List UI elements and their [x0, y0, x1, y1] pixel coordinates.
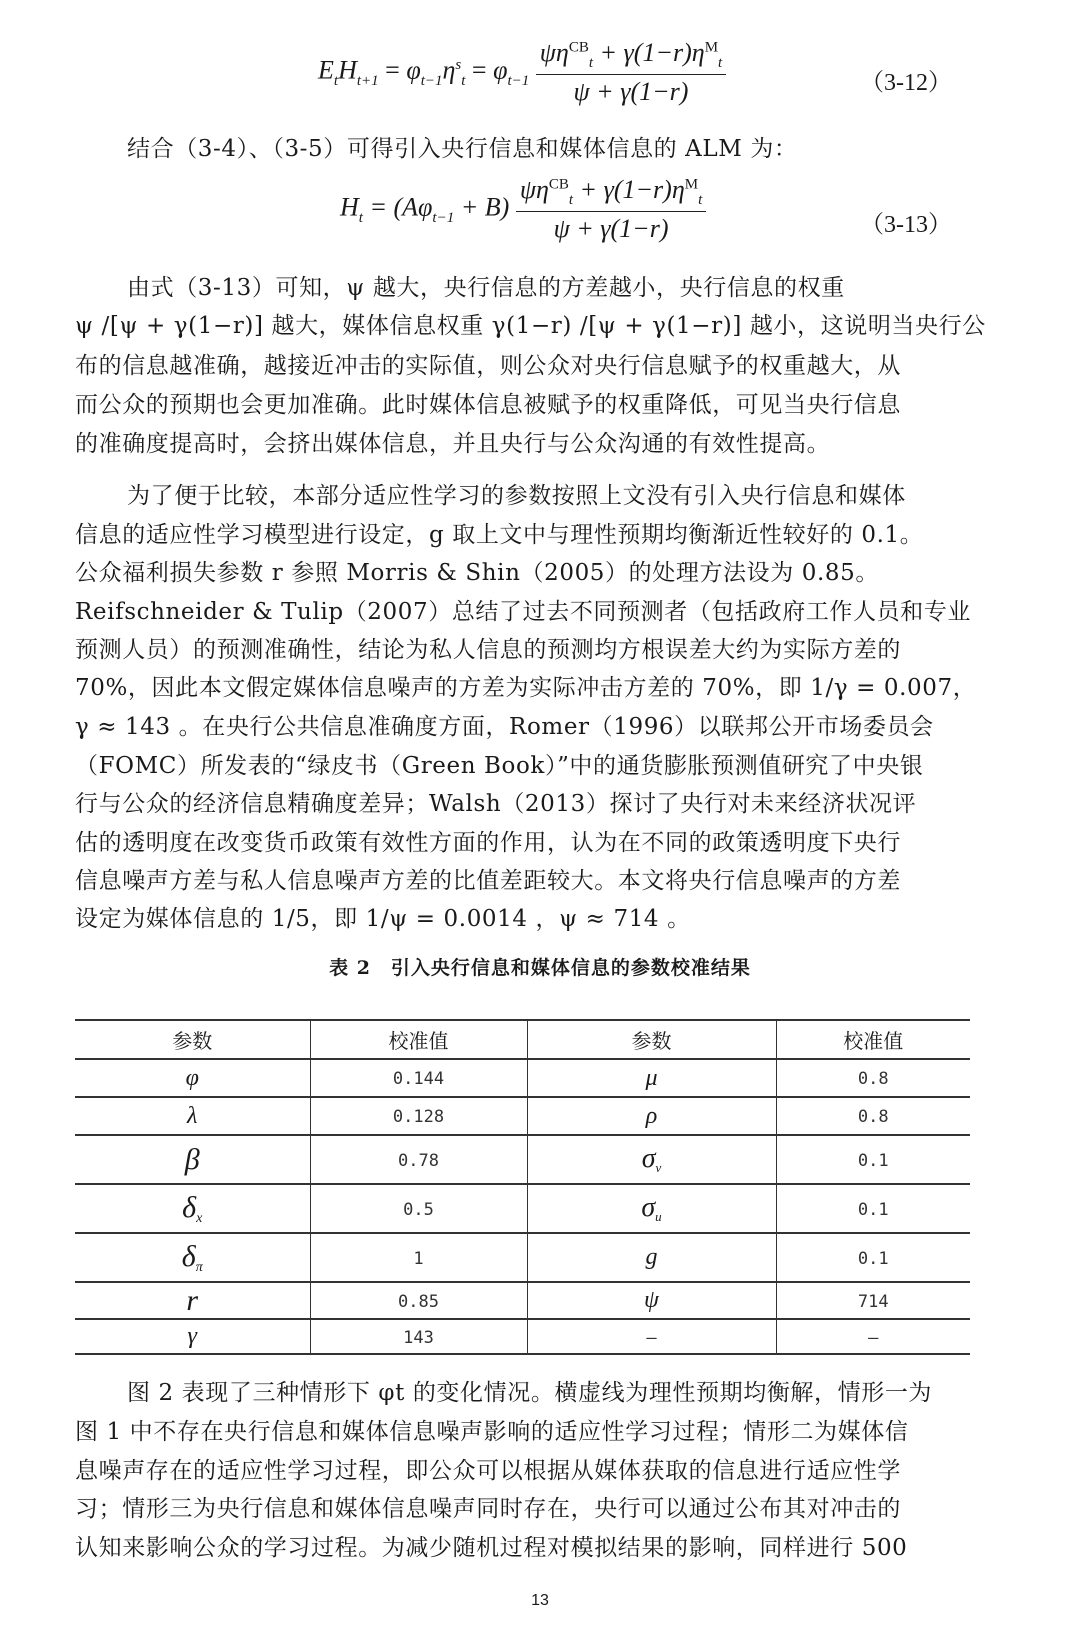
param-symbol: — [646, 1327, 657, 1348]
paragraph-line: 预测人员）的预测准确性，结论为私人信息的预测均方根误差大约为实际方差的 [75, 637, 901, 663]
table-row [75, 1319, 970, 1354]
param-value: 143 [403, 1327, 434, 1348]
eq-superscript: s [455, 56, 462, 73]
eq-symbol: E [318, 55, 334, 85]
param-subscript: u [655, 1208, 662, 1224]
param-symbol: r [186, 1283, 199, 1317]
param-symbol: σ [641, 1143, 656, 1175]
eq-denominator: ψ + γ(1−r) [553, 214, 669, 244]
eq-subscript: t [358, 209, 363, 226]
eq-subscript: t [568, 192, 574, 209]
eq-superscript: M [704, 39, 719, 56]
param-cell [75, 1184, 310, 1233]
equation-number: （3-13） [860, 212, 952, 238]
eq-operator: = [465, 55, 494, 85]
paragraph-line: γ ≈ 143 。在央行公共信息准确度方面，Romer（1996）以联邦公开市场委员会 [75, 714, 934, 740]
param-cell [527, 1059, 776, 1097]
value-cell [310, 1184, 527, 1233]
param-symbol: σ [641, 1192, 656, 1224]
param-cell [75, 1282, 310, 1319]
param-symbol: δ [181, 1239, 196, 1273]
param-cell [527, 1282, 776, 1319]
paragraph-line: 习；情形三为央行信息和媒体信息噪声同时存在，央行可以通过公布其对冲击的 [75, 1496, 901, 1522]
table-row [75, 1233, 970, 1282]
table-row [75, 1097, 970, 1135]
paragraph-line: 布的信息越准确，越接近冲击的实际值，则公众对央行信息赋予的权重越大，从 [75, 353, 901, 379]
paragraph-line: 信息噪声方差与私人信息噪声方差的比值差距较大。本文将央行信息噪声的方差 [75, 868, 901, 894]
value-cell [310, 1319, 527, 1354]
param-symbol: δ [182, 1190, 197, 1224]
eq-numerator [516, 175, 706, 212]
parameter-table [75, 1019, 970, 1355]
param-value: 0.78 [398, 1150, 439, 1171]
param-cell [75, 1135, 310, 1184]
eq-fraction [536, 38, 726, 107]
table-row [75, 1059, 970, 1097]
paragraph-line: Reifschneider & Tulip（2007）总结了过去不同预测者（包括政府工作人员和专业 [75, 599, 972, 625]
param-symbol: γ [187, 1323, 197, 1349]
paragraph-line: 信息的适应性学习模型进行设定，g 取上文中与理性预期均衡渐近性较好的 0.1。 [75, 522, 924, 548]
paragraph-line: 70%，因此本文假定媒体信息噪声的方差为实际冲击方差的 70%，即 1/γ = 0.007， [75, 675, 977, 701]
param-value: 0.144 [392, 1069, 445, 1089]
param-symbol: g [645, 1244, 658, 1270]
eq-subscript: t [461, 72, 466, 89]
eq-subscript: t−1 [432, 209, 455, 226]
value-cell [310, 1097, 527, 1135]
paragraph-line: 而公众的预期也会更加准确。此时媒体信息被赋予的权重降低，可见当央行信息 [75, 392, 901, 418]
param-cell [75, 1059, 310, 1097]
eq-symbol: φ [493, 55, 508, 85]
eq-symbol: φ [406, 55, 421, 85]
value-cell [776, 1233, 970, 1282]
value-cell [310, 1059, 527, 1097]
value-cell [776, 1059, 970, 1097]
value-cell [776, 1097, 970, 1135]
equation-3-12 [318, 38, 726, 107]
param-value: 0.128 [392, 1107, 445, 1127]
table-row [75, 1184, 970, 1233]
eq-superscript: M [684, 176, 699, 193]
eq-subscript: t−1 [420, 72, 443, 89]
table-row [75, 1135, 970, 1184]
param-subscript: x [196, 1210, 203, 1226]
param-symbol: λ [187, 1102, 198, 1129]
eq-term: + B) [454, 192, 510, 222]
eq-term: = (Aφ [362, 192, 433, 222]
param-value: 1 [413, 1248, 424, 1269]
table-row [75, 1282, 970, 1319]
eq-denominator: ψ + γ(1−r) [573, 77, 689, 107]
value-cell [310, 1233, 527, 1282]
eq-symbol: H [338, 55, 357, 85]
table-header-row [75, 1020, 970, 1059]
param-value: 714 [857, 1291, 889, 1312]
table-caption: 表 2 引入央行信息和媒体信息的参数校准结果 [329, 957, 751, 979]
eq-symbol: η [442, 55, 456, 85]
paragraph-line: ψ /[ψ + γ(1−r)] 越大，媒体信息权重 γ(1−r) /[ψ + γ(1−r)] 越小，这说明当央行公 [75, 313, 986, 339]
eq-subscript: t [698, 192, 703, 209]
paragraph-line: （FOMC）所发表的“绿皮书（Green Book）”中的通货膨胀预测值研究了中央银 [75, 753, 924, 779]
paragraph-line: 估的透明度在改变货币政策有效性方面的作用，认为在不同的政策透明度下央行 [75, 830, 901, 856]
column-header: 校准值 [310, 1020, 527, 1059]
paragraph-line: 行与公众的经济信息精确度差异；Walsh（2013）探讨了央行对未来经济状况评 [75, 791, 917, 817]
equation-number: （3-12） [860, 70, 952, 96]
param-value: 0.8 [857, 1107, 889, 1127]
paragraph-text: 结合（3-4）、（3-5）可得引入央行信息和媒体信息的 ALM 为： [127, 136, 798, 162]
param-value: — [868, 1327, 879, 1348]
paragraph-line: 图 1 中不存在央行信息和媒体信息噪声影响的适应性学习过程；情形二为媒体信 [75, 1419, 909, 1445]
param-value: 0.5 [403, 1199, 434, 1220]
param-symbol: β [184, 1142, 200, 1176]
paragraph-line: 图 2 表现了三种情形下 φt 的变化情况。横虚线为理性预期均衡解，情形一为 [127, 1380, 933, 1406]
eq-subscript: t−1 [507, 72, 530, 89]
eq-subscript: t [718, 55, 723, 72]
equation-3-13 [340, 175, 706, 244]
paragraph-line: 由式（3-13）可知，ψ 越大，央行信息的方差越小，央行信息的权重 [127, 275, 845, 301]
eq-operator: = [378, 55, 407, 85]
param-symbol: φ [185, 1064, 199, 1091]
eq-fraction [516, 175, 706, 244]
value-cell [776, 1135, 970, 1184]
eq-subscript: t [333, 72, 339, 89]
param-cell [75, 1319, 310, 1354]
param-value: 0.1 [857, 1199, 889, 1220]
param-symbol: ρ [645, 1102, 658, 1129]
paragraph-line: 的准确度提高时，会挤出媒体信息，并且央行与公众沟通的有效性提高。 [75, 431, 831, 457]
param-symbol: μ [645, 1064, 658, 1091]
value-cell [776, 1282, 970, 1319]
eq-term: ψη [519, 175, 549, 204]
value-cell [310, 1282, 527, 1319]
paragraph-line: 公众福利损失参数 r 参照 Morris & Shin（2005）的处理方法设为 0.85。 [75, 560, 879, 586]
column-header: 参数 [527, 1020, 776, 1059]
value-cell [776, 1184, 970, 1233]
param-cell [527, 1319, 776, 1354]
param-cell [75, 1233, 310, 1282]
param-cell [527, 1233, 776, 1282]
param-subscript: π [195, 1259, 203, 1275]
paragraph-line: 息噪声存在的适应性学习过程，即公众可以根据从媒体获取的信息进行适应性学 [75, 1458, 901, 1484]
value-cell [776, 1319, 970, 1354]
param-cell [527, 1135, 776, 1184]
param-subscript: v [655, 1159, 662, 1175]
column-header: 参数 [75, 1020, 310, 1059]
eq-term: ψη [539, 38, 569, 67]
value-cell [310, 1135, 527, 1184]
column-header: 校准值 [776, 1020, 970, 1059]
param-value: 0.85 [398, 1291, 439, 1312]
param-cell [527, 1184, 776, 1233]
eq-superscript: CB [548, 176, 569, 193]
param-cell [75, 1097, 310, 1135]
param-cell [527, 1097, 776, 1135]
paragraph-line: 设定为媒体信息的 1/5，即 1/ψ = 0.0014 ，ψ ≈ 714 。 [75, 906, 691, 932]
param-value: 0.8 [857, 1069, 889, 1089]
eq-superscript: CB [568, 39, 589, 56]
param-value: 0.1 [857, 1248, 889, 1269]
eq-term: + γ(1−r)η [593, 38, 705, 67]
param-value: 0.1 [857, 1150, 889, 1171]
eq-subscript: t [588, 55, 594, 72]
eq-term: + γ(1−r)η [573, 175, 685, 204]
paragraph-line: 为了便于比较，本部分适应性学习的参数按照上文没有引入央行信息和媒体 [127, 483, 906, 509]
paragraph-line: 认知来影响公众的学习过程。为减少随机过程对模拟结果的影响，同样进行 500 [75, 1535, 908, 1561]
eq-subscript: t+1 [356, 72, 379, 89]
eq-symbol: H [340, 192, 359, 222]
eq-numerator [536, 38, 726, 75]
param-symbol: ψ [644, 1287, 659, 1313]
page-number: 13 [531, 1592, 549, 1609]
